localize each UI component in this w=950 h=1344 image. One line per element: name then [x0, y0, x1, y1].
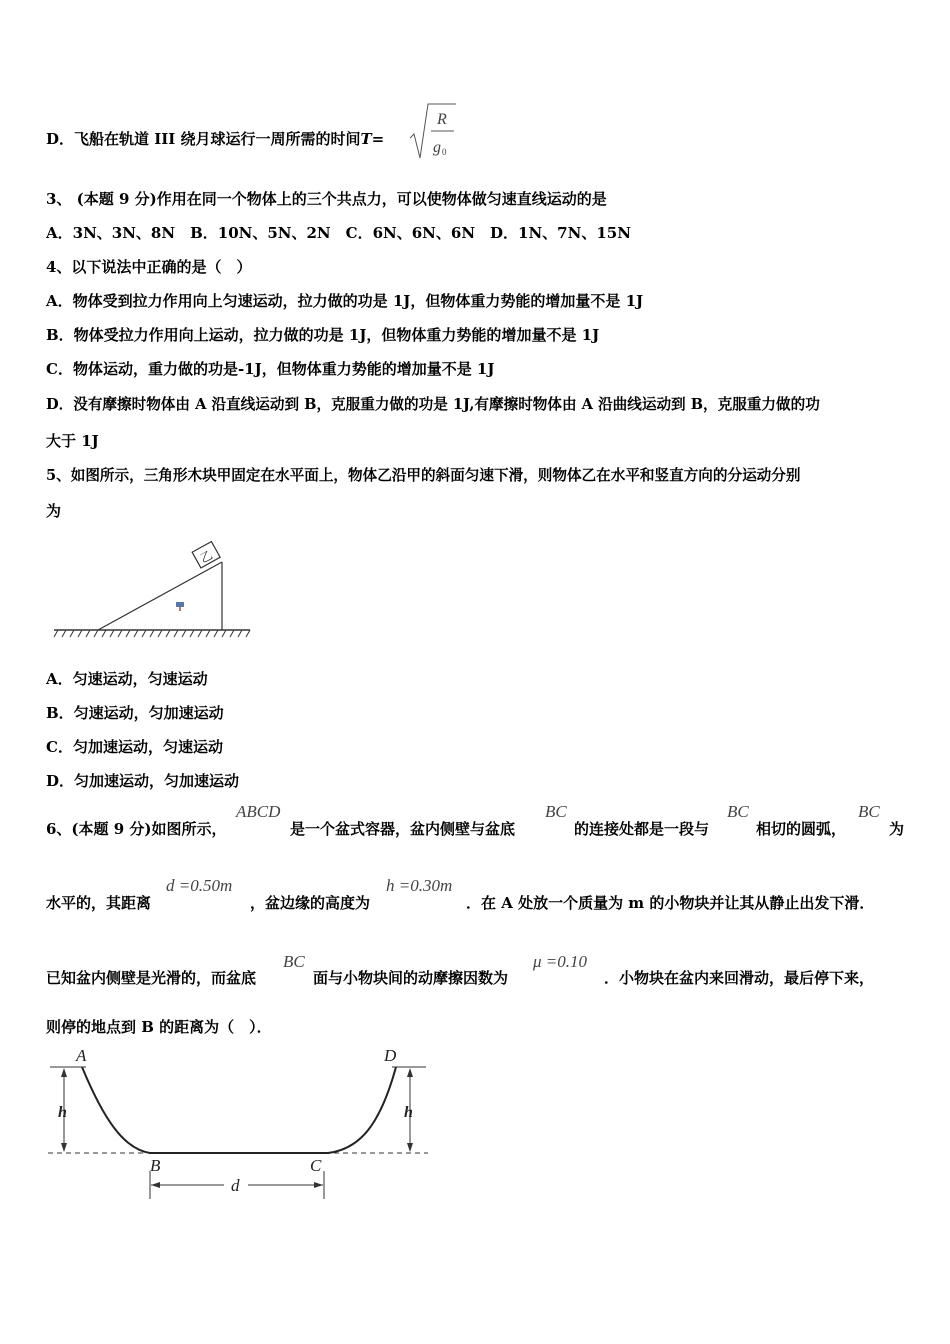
q6-text-part5: 为: [889, 820, 905, 838]
q4-option-b: B．物体受拉力作用向上运动，拉力做的功是 1J，但物体重力势能的增加量不是 1J: [46, 326, 600, 344]
block-label: 乙: [197, 547, 215, 567]
q5-option-d: D．匀加速运动，匀加速运动: [46, 772, 240, 790]
q6-text-part4: 相切的圆弧，: [756, 820, 847, 838]
q6-text-part8: ．在 A 处放一个质量为 m 的小物块并让其从静止出发下滑．: [466, 894, 875, 912]
math-bc-3: BC: [858, 802, 880, 821]
q6-text-part1: 6、(本题 9 分)如图所示，: [46, 820, 227, 838]
math-bc-2: BC: [727, 802, 749, 821]
q6-text-part3: 的连接处都是一段与: [574, 820, 710, 838]
label-a: A: [76, 1046, 87, 1065]
q6-text-part11: ．小物块在盆内来回滑动，最后停下来，: [604, 969, 875, 987]
left-h-label: h: [58, 1104, 67, 1121]
math-mu-value: μ =0.10: [533, 952, 588, 971]
fraction-denominator: g: [433, 139, 441, 156]
q5-stem-line2: 为: [46, 502, 62, 520]
d-label: d: [231, 1176, 240, 1195]
label-d: D: [384, 1046, 397, 1065]
q6-text-part12: 则停的地点到 B 的距离为（ ）．: [46, 1018, 272, 1036]
period-symbol: T=: [360, 130, 385, 148]
math-bc-1: BC: [545, 802, 567, 821]
sqrt-fraction: [408, 100, 458, 162]
basin-profile: [82, 1067, 396, 1153]
option-d-line: [46, 128, 384, 149]
small-mark: [176, 602, 184, 607]
q3-stem: 3、 (本题 9 分)作用在同一个物体上的三个共点力，可以使物体做匀速直线运动的是: [46, 190, 607, 208]
q6-text-part10: 面与小物块间的动摩擦因数为: [313, 969, 509, 987]
q4-option-d-line1: D．没有摩擦时物体由 A 沿直线运动到 B，克服重力做的功是 1J,有摩擦时物体由 A 沿曲线运动到 B，克服重力做的功: [46, 396, 820, 413]
q4-option-d-line2: 大于 1J: [46, 432, 99, 450]
q6-text-part6: 水平的，其距离: [46, 894, 152, 912]
q4-stem: 4、以下说法中正确的是（ ）: [46, 258, 252, 276]
math-h-value: h =0.30m: [386, 876, 453, 895]
incline-slope: [98, 562, 222, 630]
fraction-subscript: 0: [442, 147, 447, 157]
incline-figure: [50, 540, 255, 642]
basin-figure: [44, 1045, 434, 1207]
q4-option-a: A．物体受到拉力作用向上匀速运动，拉力做的功是 1J，但物体重力势能的增加量不是 1J: [46, 292, 644, 310]
q6-text-part7: ，盆边缘的高度为: [250, 894, 371, 912]
q6-text-part9: 已知盆内侧壁是光滑的，而盆底: [46, 969, 257, 987]
q5-option-c: C．匀加速运动，匀速运动: [46, 738, 223, 756]
q5-option-a: A．匀速运动，匀速运动: [46, 670, 208, 688]
q5-option-b: B．匀速运动，匀加速运动: [46, 704, 224, 722]
fraction-numerator: R: [437, 111, 447, 128]
q4-option-c: C．物体运动，重力做的功是-1J，但物体重力势能的增加量不是 1J: [46, 360, 495, 378]
sliding-block: [192, 542, 220, 568]
q5-stem-line1: 5、如图所示，三角形木块甲固定在水平面上，物体乙沿甲的斜面匀速下滑，则物体乙在水平和竖直方向的分运动分别: [46, 467, 801, 484]
math-d-value: d =0.50m: [166, 876, 233, 895]
label-c: C: [310, 1156, 322, 1175]
right-h-label: h: [404, 1104, 413, 1121]
q6-text-part2: 是一个盆式容器，盆内侧壁与盆底: [290, 820, 516, 838]
math-bc-4: BC: [283, 952, 305, 971]
label-b: B: [150, 1156, 161, 1175]
q3-options: A．3N、3N、8N B．10N、5N、2N C．6N、6N、6N D．1N、7N、15N: [46, 224, 631, 242]
ground-hatching: [54, 630, 250, 637]
math-abcd: ABCD: [236, 802, 281, 821]
option-d-text: D．飞船在轨道 III 绕月球运行一周所需的时间: [46, 130, 361, 148]
